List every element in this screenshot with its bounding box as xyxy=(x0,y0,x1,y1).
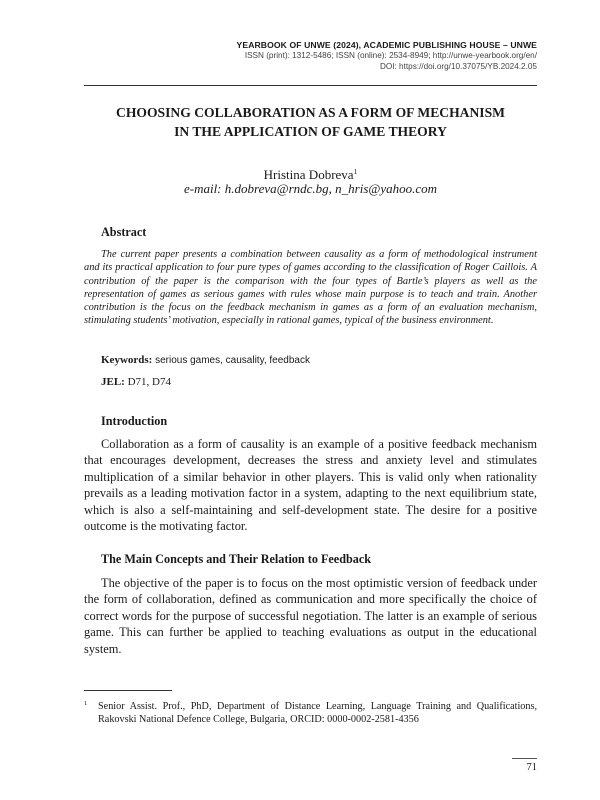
jel-label: JEL: xyxy=(101,376,125,388)
footnote-divider xyxy=(84,690,172,691)
section2-text: The objective of the paper is to focus on the most optimistic version of feedback under the form of collaboration, defined as communication and more specifically the choice of correct words for the purpose of successful negotiation. The latter is an example of serious game. This can further be applied to teaching evaluations as output in the educational system. xyxy=(84,576,537,656)
abstract-heading: Abstract xyxy=(101,225,147,239)
title-line-2: IN THE APPLICATION OF GAME THEORY xyxy=(174,124,447,139)
header-divider xyxy=(84,85,537,86)
title-line-1: CHOOSING COLLABORATION AS A FORM OF MECHANISM xyxy=(116,105,505,120)
doi-line: DOI: https://doi.org/10.37075/YB.2024.2.05 xyxy=(379,61,537,71)
abstract-text: The current paper presents a combination between causality as a form of methodological instrument and its practical application to four pure types of games according to the classification of Roger Caillois. A contribution of the paper is the comparison with the four types of Bartle’s players as well as the representation of games as serious games with rules whose main purpose is to teach and train. Another contribution is the focus on the feedback mechanism in games as a form of an evaluation mechanism, stimulating students’ motivation, especially in rational games, typical of the business environment. xyxy=(84,249,537,327)
introduction-text: Collaboration as a form of causality is an example of a positive feedback mechanism that encourages development, decreases the stress and anxiety level and stimulates multiplication of a similar behavior in other players. This is valid only when rationality prevails as a leading motivation factor in a system, adapting to the next equilibrium state, which is also a self-maintaining and self-development state. The desire for a positive outcome is the motivating factor. xyxy=(84,437,537,534)
page-number-divider xyxy=(512,758,537,759)
footnote-text: Senior Assist. Prof., PhD, Department of Distance Learning, Language Training and Qualifications, Rakovski National Defence College, Bulgaria, ORCID: 0000-0002-2581-4356 xyxy=(98,701,537,726)
author-footnote-mark: 1 xyxy=(353,167,358,176)
running-head xyxy=(237,40,537,72)
jel-value: D71, D74 xyxy=(127,376,171,388)
keywords-value: serious games, causality, feedback xyxy=(155,355,310,366)
author-name: Hristina Dobreva xyxy=(263,167,354,182)
keywords-label: Keywords: xyxy=(101,354,153,366)
paper-title xyxy=(84,103,537,141)
issn-line: ISSN (print): 1312-5486; ISSN (online): 2534-8949; http://unwe-yearbook.org/en/ xyxy=(244,51,537,60)
page-number: 71 xyxy=(526,762,537,773)
author-email: e-mail: h.dobreva@rndc.bg, n_hris@yahoo.com xyxy=(183,181,438,196)
journal-title: YEARBOOK OF UNWE (2024), ACADEMIC PUBLISHING HOUSE – UNWE xyxy=(236,40,537,50)
jel-line xyxy=(101,375,171,389)
footnote xyxy=(84,697,537,727)
introduction-heading: Introduction xyxy=(101,414,168,428)
keywords-line xyxy=(101,353,310,368)
section2-heading: The Main Concepts and Their Relation to Feedback xyxy=(101,552,372,566)
footnote-mark: 1 xyxy=(84,700,88,707)
